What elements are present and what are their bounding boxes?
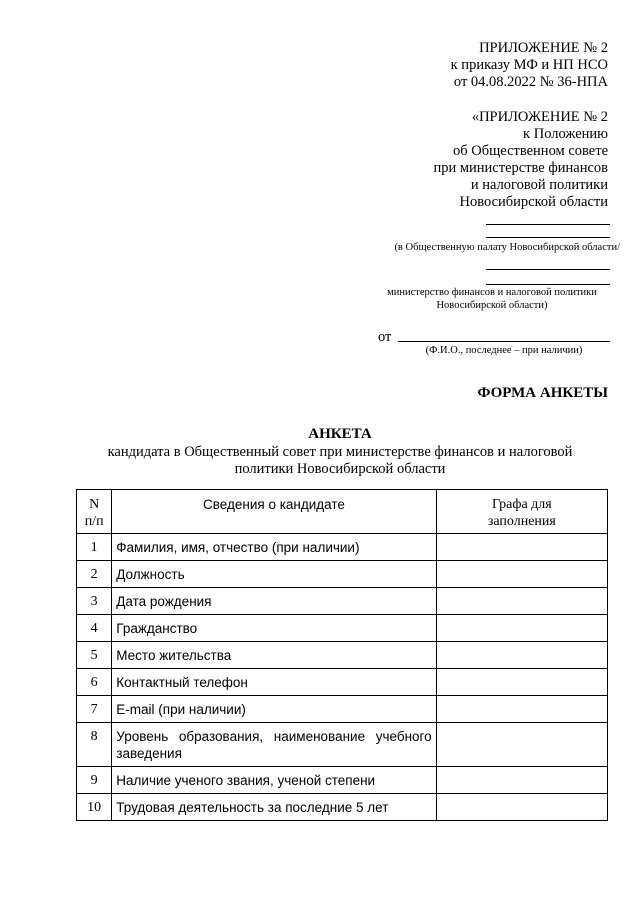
table-row	[77, 696, 608, 723]
table-row	[77, 723, 608, 767]
row-info: Фамилия, имя, отчество (при наличии)	[112, 534, 436, 561]
ministry-caption	[370, 286, 614, 312]
ministry-caption-line: Новосибирской области)	[436, 300, 548, 311]
annex-line: об Общественном совете	[453, 143, 608, 159]
from-caption: (Ф.И.О., последнее – при наличии)	[425, 345, 583, 356]
row-info: Должность	[112, 561, 436, 588]
row-number: 4	[77, 615, 112, 642]
address-blank-line	[486, 237, 610, 238]
questionnaire-title: АНКЕТА	[308, 426, 372, 442]
table-row	[77, 794, 608, 821]
row-number: 8	[77, 723, 112, 767]
address-blank-line	[486, 224, 610, 225]
table-row	[77, 588, 608, 615]
row-info: Трудовая деятельность за последние 5 лет	[112, 794, 436, 821]
table-header-row	[77, 490, 608, 534]
address-blank-line	[486, 284, 610, 285]
header-info-label: Сведения о кандидате	[203, 497, 345, 512]
address-blank-line	[486, 269, 610, 270]
table-row	[77, 561, 608, 588]
address-caption: (в Общественную палату Новосибирской области/	[394, 242, 620, 253]
questionnaire-subtitle	[0, 444, 640, 478]
row-fill-cell[interactable]	[436, 696, 607, 723]
row-fill-cell[interactable]	[436, 615, 607, 642]
table-row	[77, 642, 608, 669]
annex-line: к Положению	[523, 126, 608, 142]
annex-line: Новосибирской области	[459, 194, 608, 210]
ministry-caption-line: министерство финансов и налоговой политики	[387, 287, 597, 298]
table-row	[77, 767, 608, 794]
subtitle-line: политики Новосибирской области	[234, 461, 446, 477]
annex-line: при министерстве финансов	[433, 160, 608, 176]
from-label: от	[378, 329, 392, 345]
header-number-line: N	[89, 497, 100, 512]
from-blank-line	[398, 341, 610, 342]
row-fill-cell[interactable]	[436, 767, 607, 794]
annex-line: и налоговой политики	[470, 177, 608, 193]
header-line: ПРИЛОЖЕНИЕ № 2	[479, 40, 608, 56]
row-fill-cell[interactable]	[436, 669, 607, 696]
row-info: Наличие ученого звания, ученой степени	[112, 767, 436, 794]
annex-reference	[433, 109, 608, 211]
row-number: 6	[77, 669, 112, 696]
header-line: от 04.08.2022 № 36-НПА	[453, 74, 608, 90]
candidate-form-table	[76, 489, 608, 821]
row-number: 3	[77, 588, 112, 615]
row-info: Гражданство	[112, 615, 436, 642]
header-fill-line: Графа для	[491, 497, 552, 512]
form-title: ФОРМА АНКЕТЫ	[477, 385, 608, 401]
row-fill-cell[interactable]	[436, 561, 607, 588]
table-row	[77, 615, 608, 642]
row-fill-cell[interactable]	[436, 588, 607, 615]
header-number	[77, 490, 112, 534]
header-fill	[436, 490, 607, 534]
table-row	[77, 669, 608, 696]
row-number: 9	[77, 767, 112, 794]
header-number-line: п/п	[84, 514, 104, 529]
row-number: 2	[77, 561, 112, 588]
header-line: к приказу МФ и НП НСО	[450, 57, 608, 73]
annex-line: «ПРИЛОЖЕНИЕ № 2	[471, 109, 608, 125]
table-row	[77, 534, 608, 561]
row-number: 1	[77, 534, 112, 561]
row-info: E-mail (при наличии)	[112, 696, 436, 723]
row-fill-cell[interactable]	[436, 642, 607, 669]
row-info: Уровень образования, наименование учебного заведения	[112, 723, 436, 767]
row-fill-cell[interactable]	[436, 723, 607, 767]
row-info: Дата рождения	[112, 588, 436, 615]
row-fill-cell[interactable]	[436, 534, 607, 561]
row-info: Контактный телефон	[112, 669, 436, 696]
subtitle-line: кандидата в Общественный совет при министерстве финансов и налоговой	[107, 444, 573, 460]
row-info: Место жительства	[112, 642, 436, 669]
row-number: 5	[77, 642, 112, 669]
row-number: 7	[77, 696, 112, 723]
header-fill-line: заполнения	[487, 514, 556, 529]
header-info	[112, 490, 436, 534]
row-fill-cell[interactable]	[436, 794, 607, 821]
order-reference	[451, 40, 608, 91]
row-number: 10	[77, 794, 112, 821]
